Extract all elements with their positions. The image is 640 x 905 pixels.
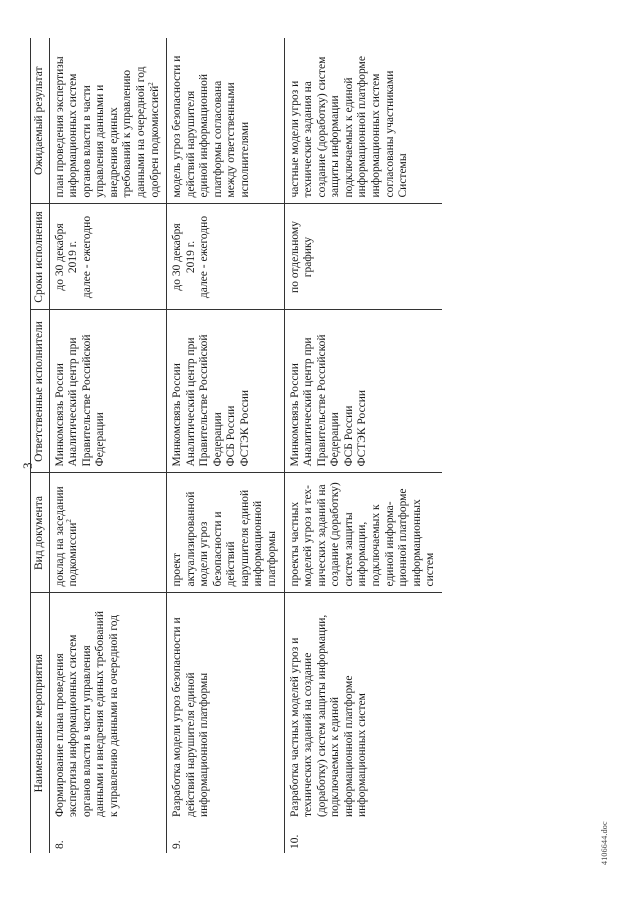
text-line-content: между ответственными xyxy=(225,82,238,198)
text-line xyxy=(343,317,357,467)
text-line xyxy=(171,211,185,304)
text-line-content: Системы xyxy=(397,153,410,198)
text-line-content: органов власти в части xyxy=(80,85,93,198)
text-line-content: моделей угроз и тех- xyxy=(302,485,315,587)
text-line-content: единой информационной xyxy=(198,73,211,198)
text-line xyxy=(198,44,212,198)
text-line-content: Формирование плана проведения xyxy=(53,653,66,817)
text-line xyxy=(135,44,149,198)
text-line xyxy=(94,317,108,467)
text-line xyxy=(343,44,357,198)
text-line-content: далее - ежегодно xyxy=(80,215,93,299)
text-line-content: действий нарушителя единой xyxy=(184,672,197,817)
text-line xyxy=(370,44,384,198)
text-line-content: органов власти в части управления xyxy=(80,645,93,817)
text-line xyxy=(343,600,357,818)
text-line-content: модель угроз безопасности и xyxy=(171,55,184,198)
text-line xyxy=(171,317,185,467)
cell-doc-type xyxy=(49,473,167,593)
text-line xyxy=(384,480,398,587)
text-line-content: проекты частных xyxy=(288,501,301,587)
text-line-content: проект xyxy=(171,553,184,587)
text-line xyxy=(54,44,68,198)
text-line xyxy=(225,480,239,587)
text-line-content: план проведения экспертизы xyxy=(53,56,66,198)
text-line xyxy=(316,600,330,818)
text-line-content: далее - ежегодно xyxy=(198,215,211,299)
text-line-content: Разработка частных моделей угроз и xyxy=(288,637,301,817)
text-line-content: внедрения единых xyxy=(107,107,120,198)
table-row xyxy=(284,38,442,853)
header-result: Ожидаемый результат xyxy=(31,38,50,204)
text-line xyxy=(81,44,95,198)
text-line xyxy=(225,44,239,198)
text-line-content: до 30 декабря xyxy=(53,223,66,291)
text-line-content: частные модели угроз и xyxy=(288,80,301,198)
text-line-content: ционной платформе xyxy=(397,488,410,587)
text-line-content: ФСБ России xyxy=(225,405,238,467)
text-line-content: к управлению данными на очередной год xyxy=(107,614,120,817)
cell-deadline xyxy=(49,204,167,310)
text-line-content: данными на очередной год xyxy=(134,66,147,198)
text-line xyxy=(384,44,398,198)
text-line-content: подключаемых к единой xyxy=(342,77,355,198)
text-line xyxy=(54,211,68,304)
text-line xyxy=(198,600,212,818)
text-line xyxy=(225,317,239,467)
text-line xyxy=(108,600,122,818)
text-line-content: технических заданий на создание xyxy=(302,652,315,817)
text-line-content: Аналитический центр при xyxy=(184,337,197,467)
text-line-content: создание (доработку) систем xyxy=(315,56,328,198)
text-line-content: информации, xyxy=(356,521,369,587)
footnote-marker: 2 xyxy=(65,519,74,523)
text-line xyxy=(171,480,185,587)
text-line xyxy=(171,44,185,198)
text-line-content: до 30 декабря xyxy=(171,223,184,291)
text-line xyxy=(239,480,253,587)
text-line xyxy=(81,600,95,818)
cell-result xyxy=(49,38,167,204)
text-line-content: информационной платформе xyxy=(356,56,369,198)
text-line xyxy=(289,317,303,467)
text-line-content: информационных систем xyxy=(369,73,382,198)
text-line xyxy=(108,44,122,198)
text-line-content: информационных систем xyxy=(67,73,80,198)
text-line xyxy=(67,317,81,467)
text-line xyxy=(67,480,81,587)
text-line-content: согласованы участниками xyxy=(383,70,396,198)
cell-name xyxy=(167,593,285,853)
text-line xyxy=(212,44,226,198)
text-line-content: информационных систем xyxy=(356,693,369,817)
text-line xyxy=(289,211,303,304)
text-line xyxy=(316,317,330,467)
text-line xyxy=(302,44,316,198)
text-line xyxy=(356,600,370,818)
cell-executors xyxy=(167,310,285,473)
table-row xyxy=(167,38,285,853)
text-line-content: ФСТЭК России xyxy=(238,389,251,467)
text-line xyxy=(424,480,438,587)
cell-deadline xyxy=(284,204,442,310)
text-line xyxy=(316,44,330,198)
text-line-content: Разработка модели угроз безопасности и xyxy=(171,617,184,817)
text-line xyxy=(239,317,253,467)
header-name: Наименование мероприятия xyxy=(31,593,50,853)
text-line-content: доклад на заседании xyxy=(53,486,66,587)
text-line-content: подкомиссии xyxy=(67,522,80,587)
table-body xyxy=(49,38,442,853)
text-line xyxy=(54,480,68,587)
text-line xyxy=(81,211,95,304)
text-line xyxy=(121,44,135,198)
text-line-content: нарушителя единой xyxy=(238,489,251,587)
text-line xyxy=(266,480,280,587)
text-line-content: Аналитический центр при xyxy=(67,337,80,467)
text-line-content: единой информа- xyxy=(383,501,396,587)
table-row xyxy=(49,38,167,853)
text-line xyxy=(343,480,357,587)
text-line xyxy=(356,44,370,198)
text-line-content: Федерации xyxy=(329,412,342,467)
text-line-content: систем защиты xyxy=(342,512,355,587)
text-line-content: требований к управлению xyxy=(121,69,134,198)
text-line-content: информационной платформы xyxy=(198,672,211,817)
text-line xyxy=(185,44,199,198)
text-line xyxy=(302,480,316,587)
text-line-content: Правительстве Российской xyxy=(315,334,328,467)
text-line-content: ФСТЭК России xyxy=(356,389,369,467)
text-line-content: нических заданий на xyxy=(315,484,328,587)
text-line-content: одобрен подкомиссией xyxy=(148,85,161,198)
text-line-content: графику xyxy=(302,236,315,278)
text-line xyxy=(67,44,81,198)
text-line-content: 2019 г. xyxy=(184,240,197,274)
text-line-content: по отдельному xyxy=(288,221,301,293)
text-line-content: Минкомсвязь России xyxy=(171,363,184,467)
text-line-content: платформы согласована xyxy=(211,80,224,198)
text-line xyxy=(212,480,226,587)
text-line-content: безопасности и xyxy=(211,511,224,587)
text-line xyxy=(289,480,303,587)
text-line-content: Минкомсвязь России xyxy=(288,363,301,467)
text-line xyxy=(252,480,266,587)
text-line xyxy=(289,600,303,818)
text-line-content: действий xyxy=(225,541,238,587)
cell-deadline xyxy=(167,204,285,310)
text-line xyxy=(54,600,68,818)
text-line xyxy=(316,480,330,587)
text-line xyxy=(171,600,185,818)
footer-document-code: 4106644.doc xyxy=(600,821,609,865)
text-line-content: Аналитический центр при xyxy=(302,337,315,467)
text-line-content: модели угроз xyxy=(198,521,211,587)
header-executors: Ответственные исполнители xyxy=(31,310,50,473)
cell-executors xyxy=(49,310,167,473)
text-line xyxy=(94,44,108,198)
text-line xyxy=(67,600,81,818)
text-line-content: информационных xyxy=(410,499,423,587)
text-line-content: Правительстве Российской xyxy=(198,334,211,467)
measures-table xyxy=(30,38,442,853)
text-line xyxy=(356,480,370,587)
text-line xyxy=(302,600,316,818)
text-line xyxy=(329,480,343,587)
text-line-content: защиты информации xyxy=(329,95,342,198)
text-line-content: Правительстве Российской xyxy=(80,334,93,467)
text-line xyxy=(302,211,316,304)
text-line-content: технические задания на xyxy=(302,81,315,198)
text-line-content: данными и внедрения единых требований xyxy=(94,611,107,817)
text-line-content: (доработку) систем защиты информации, xyxy=(315,614,328,817)
text-line-content: создание (доработку) xyxy=(329,482,342,587)
text-line-content: информационной платформе xyxy=(342,675,355,817)
text-line xyxy=(370,480,384,587)
text-line-content: Федерации xyxy=(211,412,224,467)
text-line-content: исполнителями xyxy=(238,121,251,198)
row-number: 8. xyxy=(53,840,66,849)
text-line xyxy=(94,600,108,818)
cell-doc-type xyxy=(284,473,442,593)
cell-name xyxy=(49,593,167,853)
text-line xyxy=(329,317,343,467)
text-line-content: платформы xyxy=(266,530,278,587)
cell-result xyxy=(284,38,442,204)
text-line xyxy=(185,211,199,304)
text-line xyxy=(411,480,425,587)
cell-doc-type xyxy=(167,473,285,593)
text-line-content: ФСБ России xyxy=(342,405,355,467)
text-line xyxy=(329,44,343,198)
text-line xyxy=(146,44,163,198)
text-line-content: экспертизы информационных систем xyxy=(67,634,80,817)
row-number: 10. xyxy=(288,834,301,849)
text-line xyxy=(212,317,226,467)
text-line xyxy=(356,317,370,467)
text-line xyxy=(81,317,95,467)
text-line xyxy=(289,44,303,198)
text-line xyxy=(329,600,343,818)
text-line xyxy=(198,317,212,467)
text-line xyxy=(54,317,68,467)
text-line-content: управления данными и xyxy=(94,84,107,198)
text-line xyxy=(185,600,199,818)
text-line xyxy=(239,44,253,198)
text-line-content: систем xyxy=(424,552,437,587)
text-line xyxy=(185,480,199,587)
cell-executors xyxy=(284,310,442,473)
cell-result xyxy=(167,38,285,204)
text-line-content: подключаемых к единой xyxy=(329,696,342,817)
text-line xyxy=(198,480,212,587)
text-line xyxy=(185,317,199,467)
cell-name xyxy=(284,593,442,853)
header-deadline: Сроки исполнения xyxy=(31,204,50,310)
text-line xyxy=(397,44,411,198)
page-number: 3 xyxy=(20,462,35,469)
text-line-content: подключаемых к xyxy=(369,504,382,587)
footnote-marker: 2 xyxy=(146,82,155,86)
text-line xyxy=(302,317,316,467)
table-header-row xyxy=(31,38,50,853)
text-line-content: действий нарушителя xyxy=(184,90,197,198)
text-line-content: Минкомсвязь России xyxy=(53,363,66,467)
text-line xyxy=(67,211,81,304)
text-line-content: Федерации xyxy=(94,412,107,467)
text-line-content: 2019 г. xyxy=(67,240,80,274)
header-doc-type: Вид документа xyxy=(31,473,50,593)
text-line-content: актуализированной xyxy=(184,491,197,587)
text-line xyxy=(198,211,212,304)
row-number: 9. xyxy=(171,840,184,849)
text-line xyxy=(397,480,411,587)
text-line-content: информационной xyxy=(252,500,265,587)
